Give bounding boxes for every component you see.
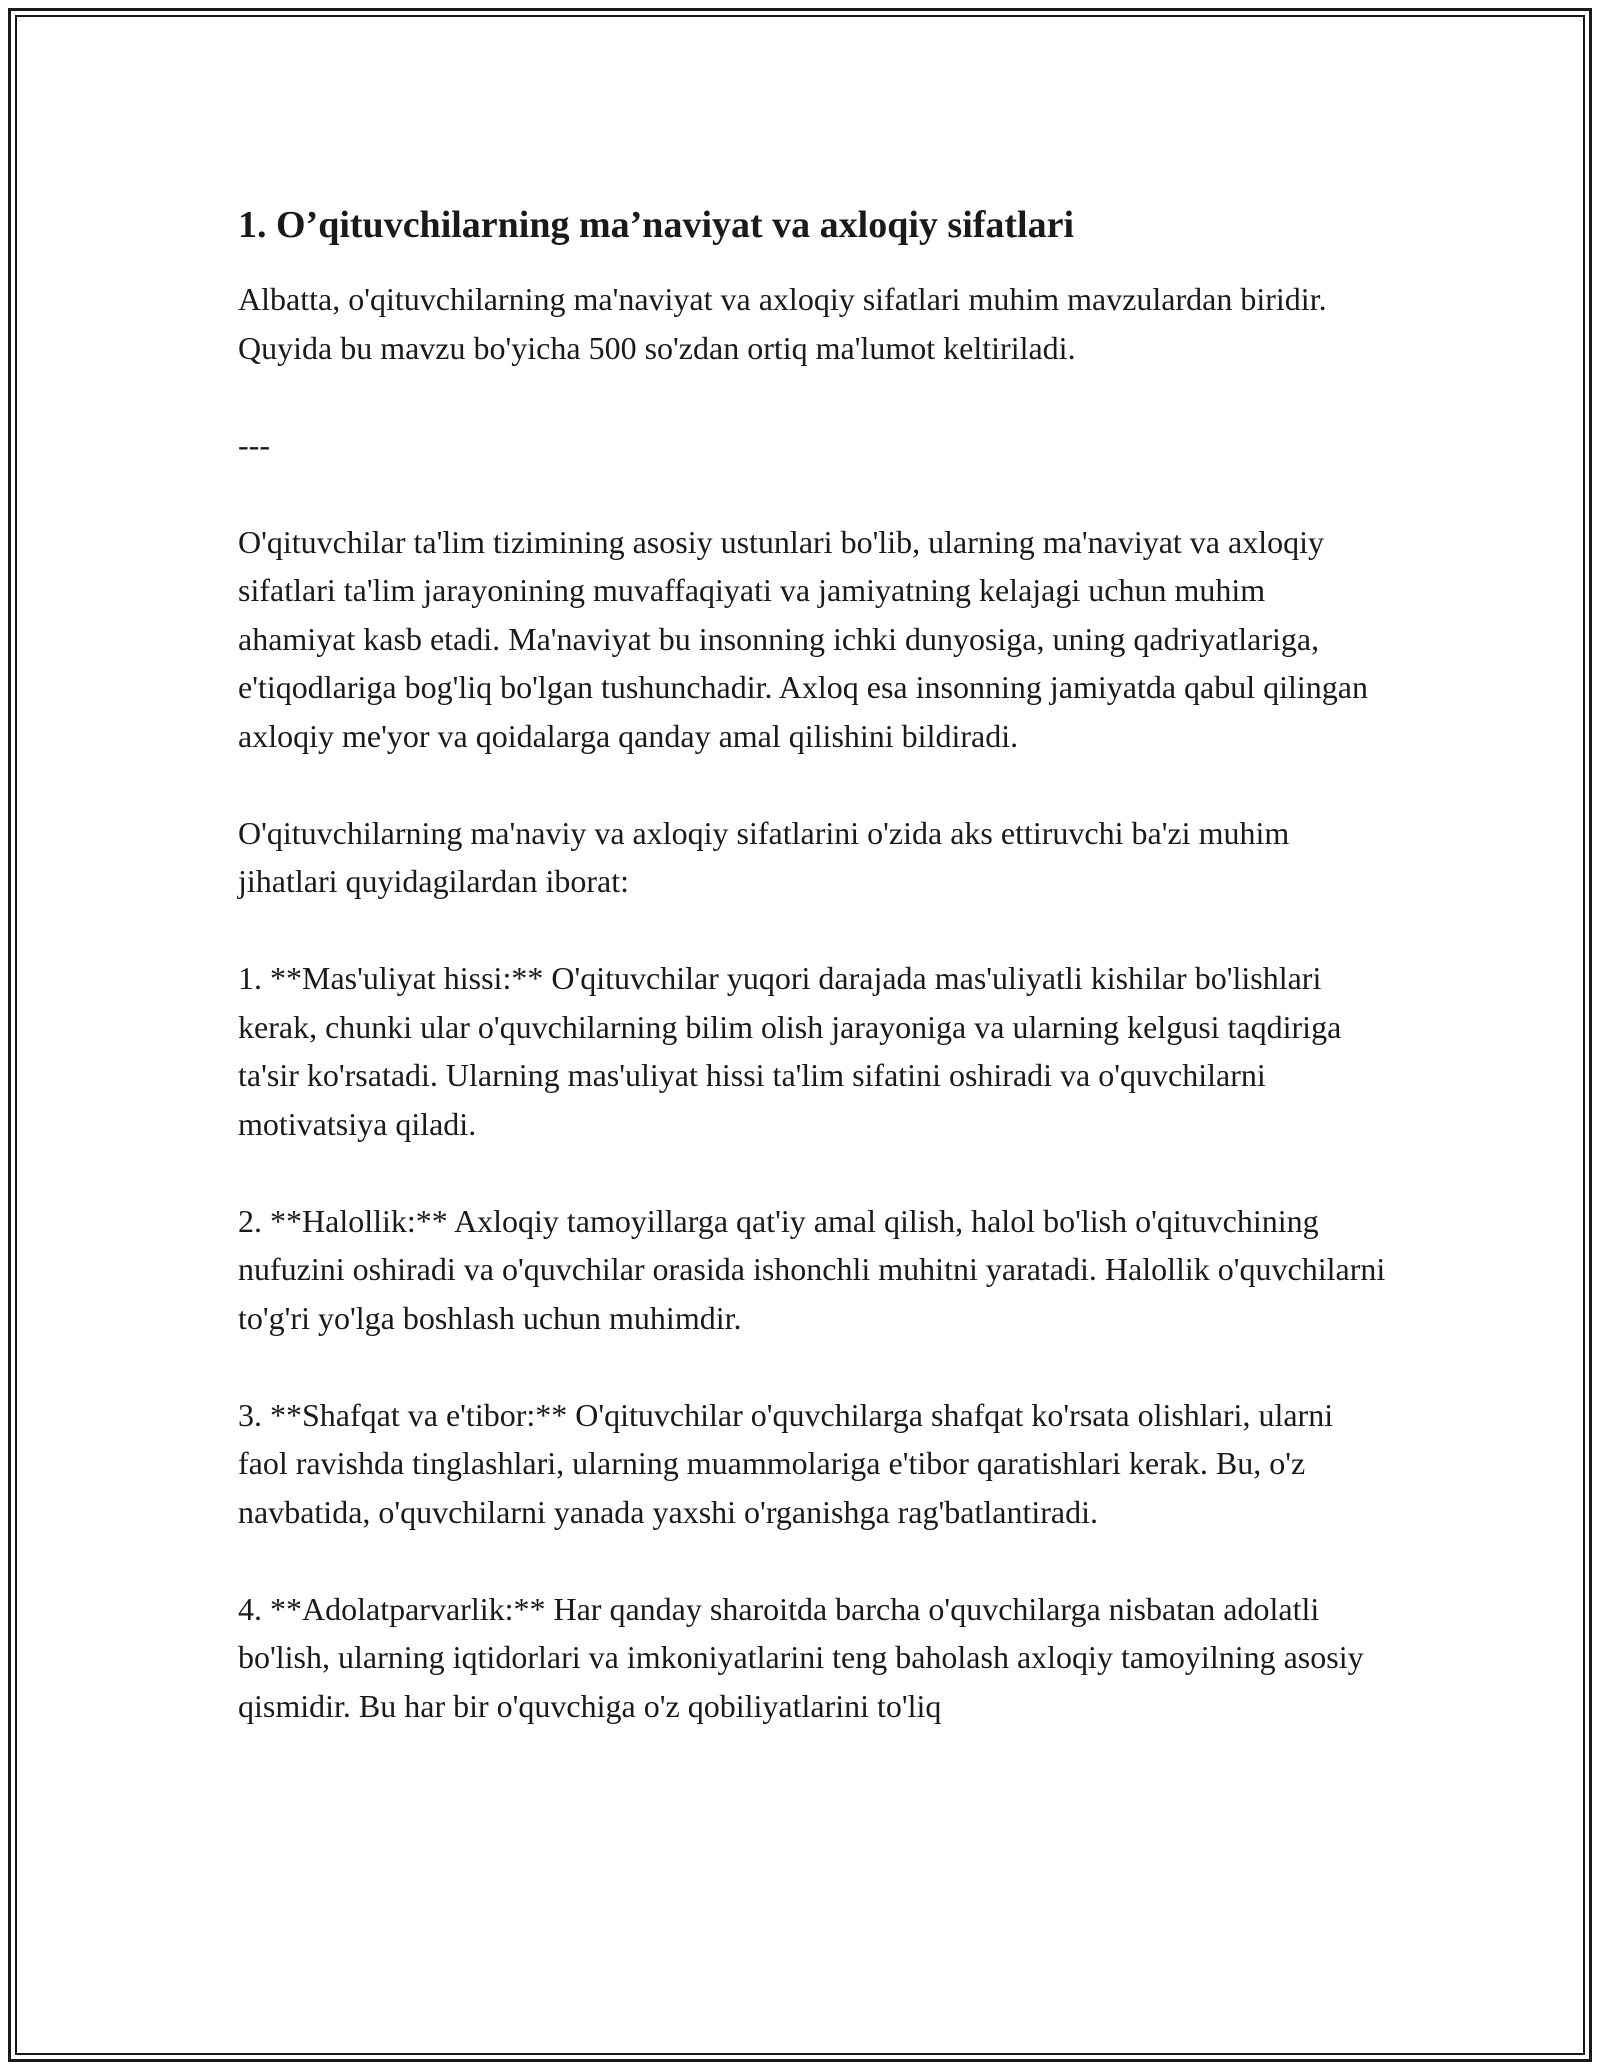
body-paragraph-2: O'qituvchilarning ma'naviy va axloqiy sifatlarini o'zida aks ettiruvchi ba'zi muhim jihatlari quyidagilardan iborat: [238, 814, 1290, 899]
page-frame [8, 8, 1592, 2062]
document-title: 1. O’qituvchilarning ma’naviyat va axloqiy sifatlari [238, 204, 1075, 246]
body-paragraph-1: O'qituvchilar ta'lim tizimining asosiy ustunlari bo'lib, ularning ma'naviyat va axloqiy sifatlari ta'lim jarayonining muvaffaqiyati va jamiyatning kelajagi uchun muhim ahamiyat kasb etadi. Ma'naviyat bu insonning ichki dunyosiga, uning qadriyatlariga, e'tiqodlariga bog'liq bo'lgan tushunchadir. Axloq esa insonning jamiyatda qabul qilingan axloqiy me'yor va qoidalarga qanday amal qilishini bildiradi. [238, 523, 1368, 754]
document-body [238, 201, 1388, 1779]
list-item-honesty: 2. **Halollik:** Axloqiy tamoyillarga qat'iy amal qilish, halol bo'lish o'qituvchining nufuzini oshiradi va o'quvchilar orasida ishonchli muhitni yaratadi. Halollik o'quvchilarni to'g'ri yo'lga boshlash uchun muhimdir. [238, 1202, 1386, 1336]
list-item-responsibility: 1. **Mas'uliyat hissi:** O'qituvchilar yuqori darajada mas'uliyatli kishilar bo'lishlari kerak, chunki ular o'quvchilarning bilim olish jarayoniga va ularning kelgusi taqdiriga ta'sir ko'rsatadi. Ularning mas'uliyat hissi ta'lim sifatini oshiradi va o'quvchilarni motivatsiya qiladi. [238, 960, 1342, 1142]
list-item-compassion: 3. **Shafqat va e'tibor:** O'qituvchilar o'quvchilarga shafqat ko'rsata olishlari, ularni faol ravishda tinglashlari, ularning muammolariga e'tibor qaratishlari kerak. Bu, o'z navbatida, o'quvchilarni yanada yaxshi o'rganishga rag'batlantiradi. [238, 1396, 1334, 1530]
separator-line: --- [238, 426, 270, 463]
intro-paragraph: Albatta, o'qituvchilarning ma'naviyat va axloqiy sifatlari muhim mavzulardan biridir. Quyida bu mavzu bo'yicha 500 so'zdan ortiq ma'lumot keltiriladi. [238, 281, 1327, 366]
list-item-fairness: 4. **Adolatparvarlik:** Har qanday sharoitda barcha o'quvchilarga nisbatan adolatli bo'lish, ularning iqtidorlari va imkoniyatlarini teng baholash axloqiy tamoyilning asosiy qismidir. Bu har bir o'quvchiga o'z qobiliyatlarini to'liq [238, 1590, 1364, 1724]
